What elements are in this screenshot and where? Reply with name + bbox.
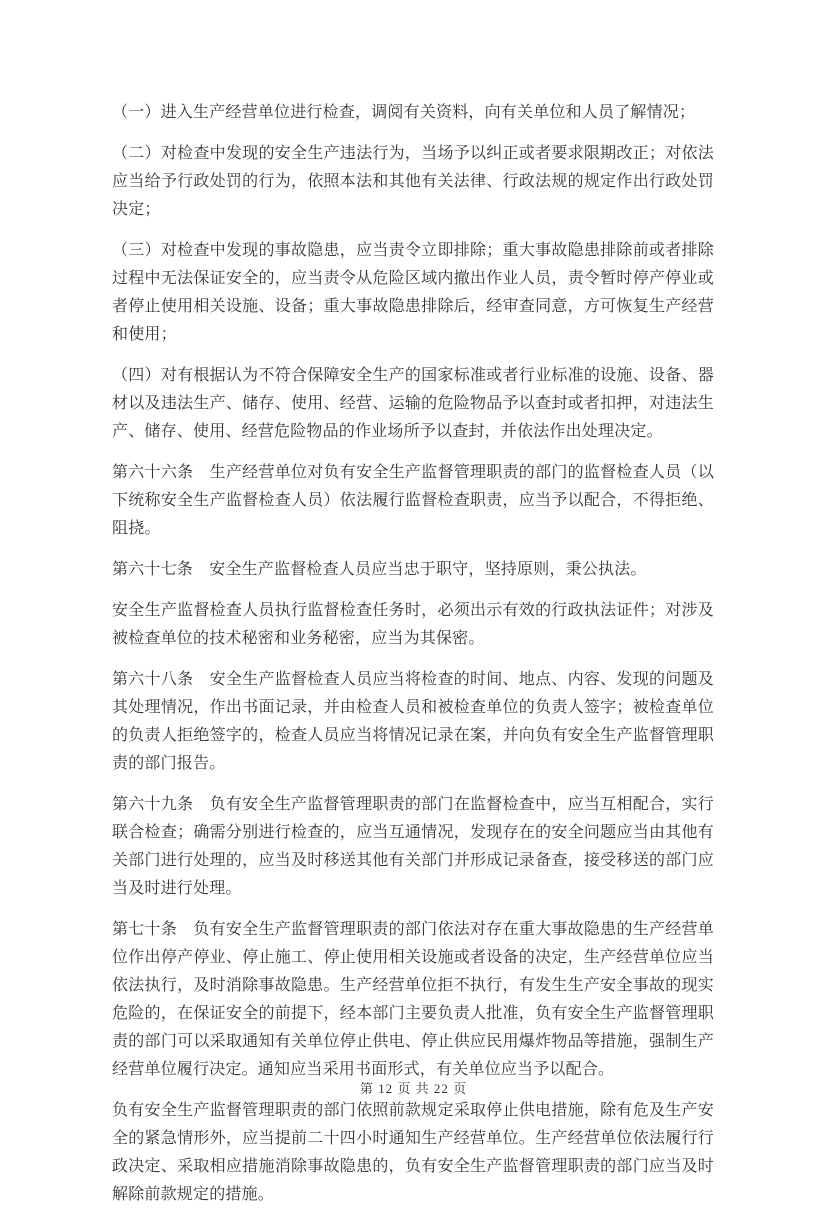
page-footer: [0, 1080, 827, 1098]
document-body: [112, 99, 714, 1209]
paragraph: 第七十条 负有安全生产监督管理职责的部门依法对存在重大事故隐患的生产经营单位作出停产停业、停止施工、停止使用相关设施或者设备的决定，生产经营单位应当依法执行，及时消除事故隐患。生产经营单位拒不执行，有发生生产安全事故的现实危险的，在保证安全的前提下，经本部门主要负责人批准，负有安全生产监督管理职责的部门可以采取通知有关单位停止供电、停止供应民用爆炸物品等措施，强制生产经营单位履行决定。通知应当采用书面形式，有关单位应当予以配合。: [112, 921, 714, 1078]
paragraph: 第六十九条 负有安全生产监督管理职责的部门在监督检查中，应当互相配合，实行联合检查；确需分别进行检查的，应当互通情况，发现存在的安全问题应当由其他有关部门进行处理的，应当及时移送其他有关部门并形成记录备查，接受移送的部门应当及时进行处理。: [112, 796, 714, 897]
page-number-text: 第 12 页 共 22 页: [359, 1081, 468, 1096]
paragraph: 第六十六条 生产经营单位对负有安全生产监督管理职责的部门的监督检查人员（以下统称安全生产监督检查人员）依法履行监督检查职责，应当予以配合，不得拒绝、阻挠。: [112, 464, 714, 537]
paragraph: （四）对有根据认为不符合保障安全生产的国家标准或者行业标准的设施、设备、器材以及违法生产、储存、使用、经营、运输的危险物品予以查封或者扣押，对违法生产、储存、使用、经营危险物品的作业场所予以查封，并依法作出处理决定。: [112, 367, 714, 440]
paragraph: 第六十七条 安全生产监督检查人员应当忠于职守，坚持原则，秉公执法。: [112, 561, 647, 578]
paragraph: （二）对检查中发现的安全生产违法行为，当场予以纠正或者要求限期改正；对依法应当给予行政处罚的行为，依照本法和其他有关法律、行政法规的规定作出行政处罚决定；: [112, 145, 714, 218]
paragraph: 安全生产监督检查人员执行监督检查任务时，必须出示有效的行政执法证件；对涉及被检查单位的技术秘密和业务秘密，应当为其保密。: [112, 602, 714, 647]
paragraph: （一）进入生产经营单位进行检查，调阅有关资料，向有关单位和人员了解情况；: [112, 104, 696, 121]
paragraph: 第六十八条 安全生产监督检查人员应当将检查的时间、地点、内容、发现的问题及其处理情况，作出书面记录，并由检查人员和被检查单位的负责人签字；被检查单位的负责人拒绝签字的，检查人员应当将情况记录在案，并向负有安全生产监督管理职责的部门报告。: [112, 671, 714, 772]
paragraph: （三）对检查中发现的事故隐患，应当责令立即排除；重大事故隐患排除前或者排除过程中无法保证安全的，应当责令从危险区域内撤出作业人员，责令暂时停产停业或者停止使用相关设施、设备；重大事故隐患排除后，经审查同意，方可恢复生产经营和使用；: [112, 242, 714, 343]
paragraph: 负有安全生产监督管理职责的部门依照前款规定采取停止供电措施，除有危及生产安全的紧急情形外，应当提前二十四小时通知生产经营单位。生产经营单位依法履行行政决定、采取相应措施消除事故隐患的，负有安全生产监督管理职责的部门应当及时解除前款规定的措施。: [112, 1102, 714, 1203]
